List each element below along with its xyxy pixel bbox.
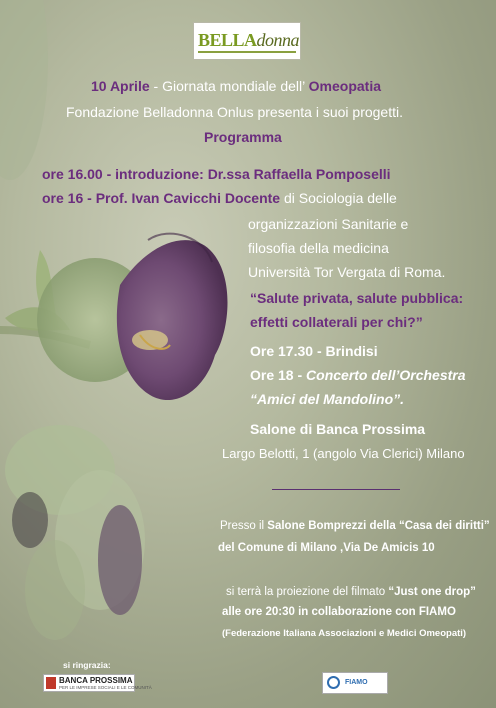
- role-line-3: Università Tor Vergata di Roma.: [248, 264, 446, 280]
- program-intro: ore 16.00 - introduzione: Dr.ssa Raffaella Pomposelli: [42, 166, 391, 182]
- bank-icon: [46, 677, 56, 689]
- venue-name: Salone di Banca Prossima: [250, 421, 426, 437]
- concert-prefix: Ore 18 -: [250, 367, 307, 383]
- screening-prefix: si terrà la proiezione del filmato: [226, 586, 389, 598]
- presents-line: Fondazione Belladonna Onlus presenta i suoi progetti.: [66, 104, 403, 120]
- event-date-line: [91, 78, 381, 94]
- role-line-2: filosofia della medicina: [248, 240, 389, 256]
- program-title: Programma: [204, 129, 282, 145]
- talk-title-line-1: “Salute privata, salute pubblica:: [250, 290, 464, 306]
- sponsor1-subtitle: PER LE IMPRESE SOCIALI E LE COMUNITÀ: [59, 685, 152, 690]
- second-event-prefix: Presso il: [220, 520, 268, 532]
- second-event-address: del Comune di Milano ,Via De Amicis 10: [218, 542, 435, 554]
- thanks-label: si ringrazia:: [63, 660, 111, 670]
- concert-name: Concerto dell’Orchestra: [306, 367, 466, 383]
- event-prefix: - Giornata mondiale dell’: [149, 78, 309, 94]
- toast-line: Ore 17.30 - Brindisi: [250, 343, 378, 359]
- banca-prossima-logo: [43, 674, 152, 692]
- fiamo-full-name: (Federazione Italiana Associazioni e Medici Omeopati): [222, 628, 467, 639]
- globe-icon: [327, 676, 340, 689]
- second-event-location: Salone Bomprezzi della “Casa dei diritti”: [267, 520, 490, 532]
- program-speaker-tail: di Sociologia delle: [280, 190, 397, 206]
- section-divider: [272, 489, 400, 490]
- talk-title-line-2: effetti collaterali per chi?”: [250, 314, 423, 330]
- sponsor2-name: FIAMO: [345, 679, 368, 686]
- logo-tagline-bar: [198, 51, 296, 53]
- event-name: Omeopatia: [308, 78, 381, 94]
- screening-time: alle ore 20:30 in collaborazione con FIAMO: [222, 606, 456, 618]
- concert-line: [250, 367, 466, 383]
- program-speaker: ore 16 - Prof. Ivan Cavicchi Docente: [42, 190, 281, 206]
- second-event-line-3: [226, 586, 476, 598]
- belladonna-logo: [193, 22, 301, 60]
- event-date: 10 Aprile: [91, 78, 150, 94]
- logo-donna-text: donna: [256, 30, 300, 50]
- program-speaker-line: [42, 190, 397, 206]
- fiamo-logo: [322, 672, 388, 694]
- sponsor1-name: BANCA PROSSIMA: [59, 676, 133, 685]
- second-event-line-1: [220, 520, 490, 532]
- venue-address: Largo Belotti, 1 (angolo Via Clerici) Milano: [222, 446, 465, 461]
- role-line-1: organizzazioni Sanitarie e: [248, 216, 409, 232]
- orchestra-name: “Amici del Mandolino”.: [250, 391, 405, 407]
- logo-bella-text: BELLA: [198, 30, 257, 50]
- film-title: “Just one drop”: [388, 586, 476, 598]
